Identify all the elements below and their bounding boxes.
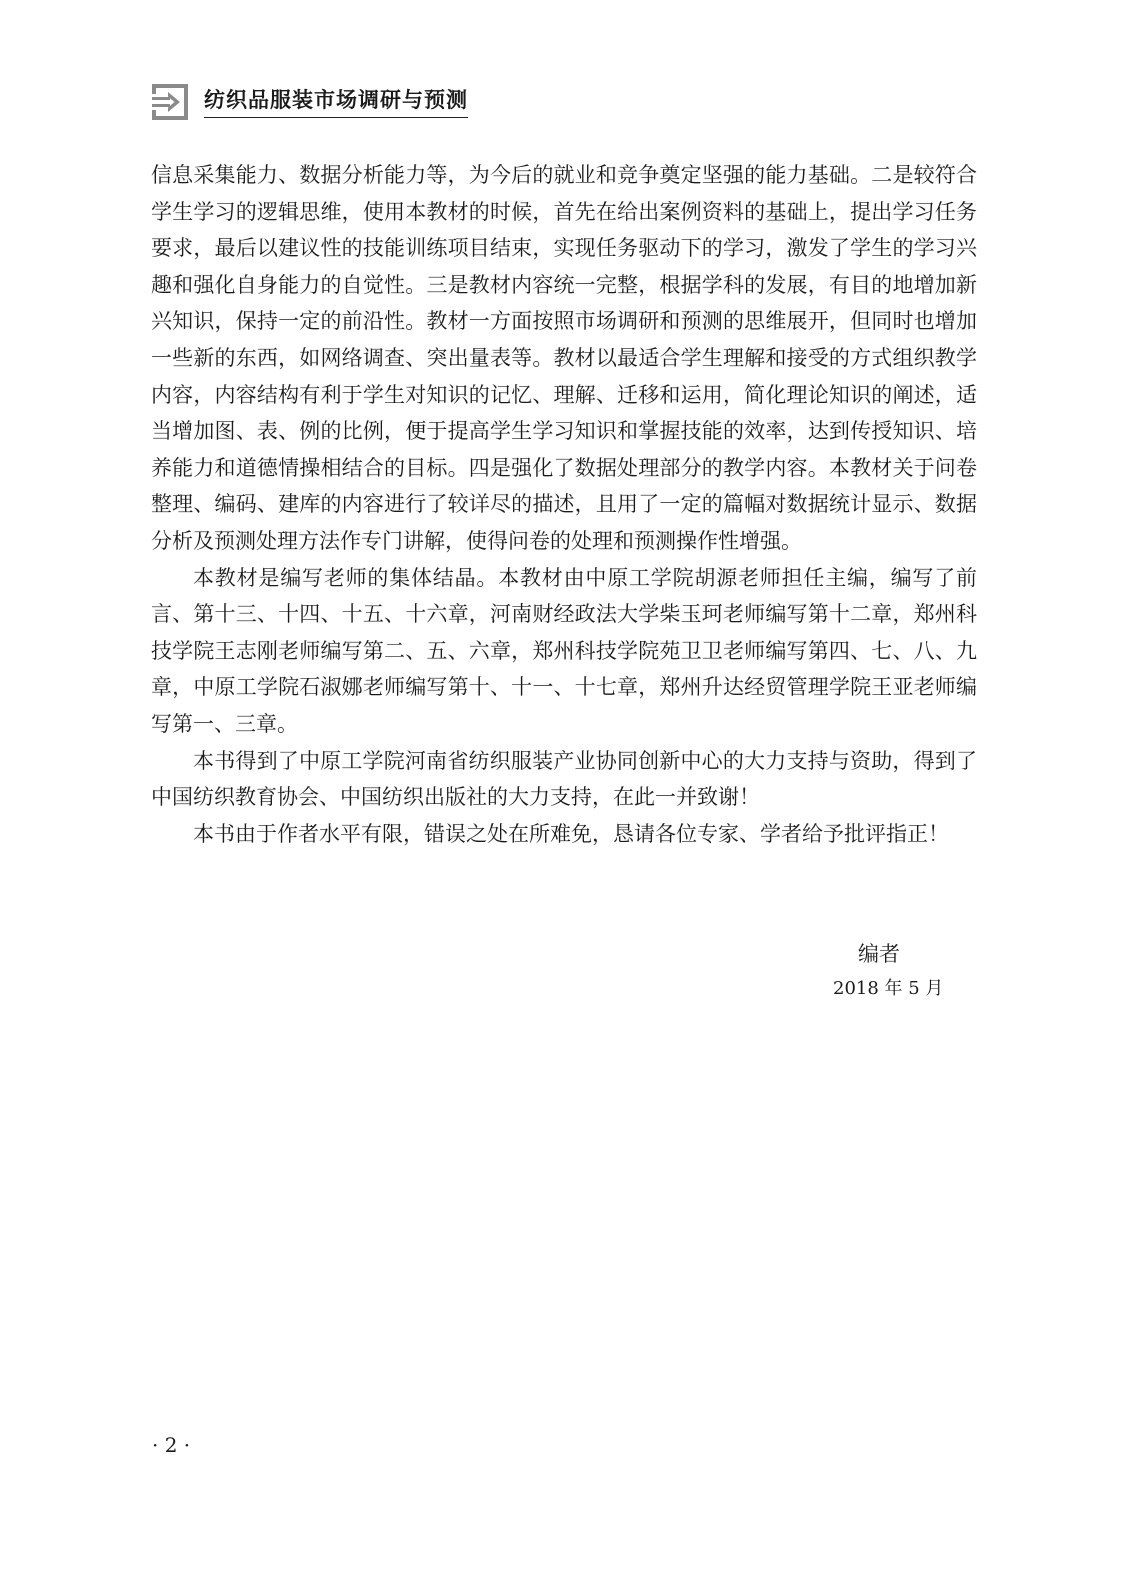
paragraph-disclaimer: 本书由于作者水平有限，错误之处在所难免，恳请各位专家、学者给予批评指正！ [193,821,949,846]
paragraph-continued: 信息采集能力、数据分析能力等，为今后的就业和竞争奠定坚强的能力基础。二是较符合学生学习的逻辑思维，使用本教材的时候，首先在给出案例资料的基础上，提出学习任务要求，最后以建议性的技能训练项目结束，实现任务驱动下的学习，激发了学生的学习兴趣和强化自身能力的自觉性。三是教材内容统一完整，根据学科的发展，有目的地增加新兴知识，保持一定的前沿性。教材一方面按照市场调研和预测的思维展开，但同时也增加一些新的东西，如网络调查、突出量表等。教材以最适合学生理解和接受的方式组织教学内容，内容结构有利于学生对知识的记忆、理解、迁移和运用，简化理论知识的阐述，适当增加图、表、例的比例，便于提高学生学习知识和掌握技能的效率，达到传授知识、培养能力和道德情操相结合的目标。四是强化了数据处理部分的教学内容。本教材关于问卷整理、编码、建库的内容进行了较详尽的描述，且用了一定的篇幅对数据统计显示、数据分析及预测处理方法作专门讲解，使得问卷的处理和预测操作性增强。 [151,163,977,553]
date: 2018 年 5 月 [833,978,944,999]
paragraph-authors: 本教材是编写老师的集体结晶。本教材由中原工学院胡源老师担任主编，编写了前言、第十三、十四、十五、十六章，河南财经政法大学柴玉珂老师编写第十二章，郑州科技学院王志刚老师编写第二、五、六章，郑州科技学院苑卫卫老师编写第四、七、八、九章，中原工学院石淑娜老师编写第十、十一、十七章，郑州升达经贸管理学院王亚老师编写第一、三章。 [151,565,977,736]
running-header [150,80,468,124]
signature: 编者 [858,942,900,966]
body-text [151,157,977,852]
page-number: · 2 · [152,1433,191,1457]
paragraph-acknowledgement: 本书得到了中原工学院河南省纺织服装产业协同创新中心的大力支持与资助，得到了中国纺织教育协会、中国纺织出版社的大力支持，在此一并致谢！ [151,748,977,810]
arrow-in-box-icon [150,82,190,122]
book-title: 纺织品服装市场调研与预测 [204,87,468,118]
